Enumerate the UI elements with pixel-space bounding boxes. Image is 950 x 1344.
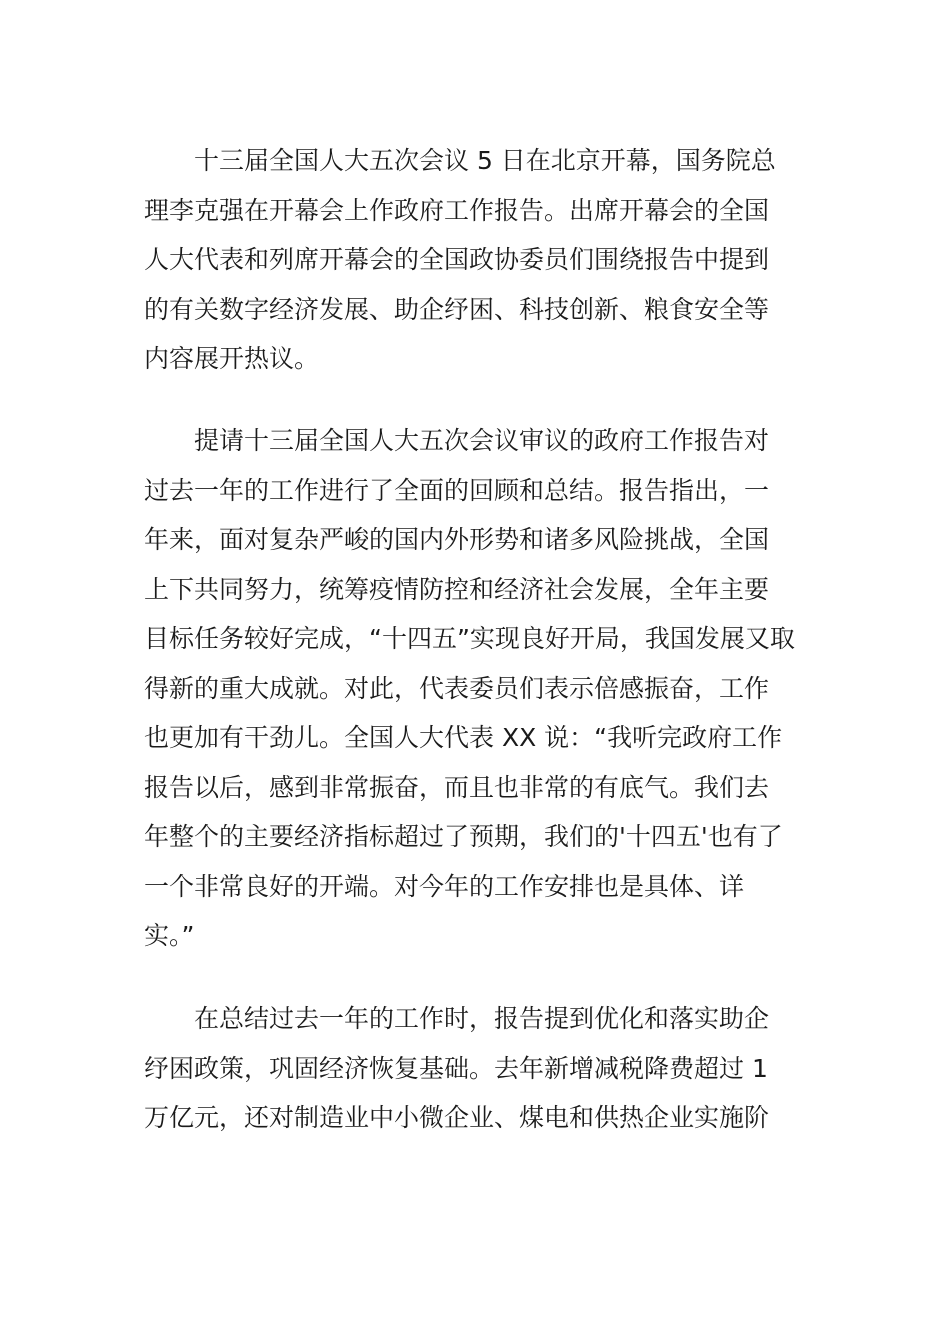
paragraph-line: 也更加有干劲儿。全国人大代表 XX 说：“我听完政府工作 <box>144 723 783 752</box>
paragraph-line: 理李克强在开幕会上作政府工作报告。出席开幕会的全国 <box>144 195 770 225</box>
paragraph-line: 目标任务较好完成，“十四五”实现良好开局，我国发展又取 <box>144 624 795 653</box>
paragraph-3 <box>144 994 824 1143</box>
paragraph-1 <box>144 136 824 384</box>
paragraph-line: 一个非常良好的开端。对今年的工作安排也是具体、详 <box>144 871 745 901</box>
paragraph-line: 内容展开热议。 <box>144 344 320 373</box>
paragraph-line: 纾困政策，巩固经济恢复基础。去年新增减税降费超过 1 <box>144 1053 768 1083</box>
paragraph-line: 提请十三届全国人大五次会议审议的政府工作报告对 <box>194 426 770 455</box>
paragraph-line: 在总结过去一年的工作时，报告提到优化和落实助企 <box>194 1004 770 1033</box>
paragraph-line: 实。” <box>144 921 195 950</box>
paragraph-line: 的有关数字经济发展、助企纾困、科技创新、粮食安全等 <box>144 294 770 324</box>
paragraph-line: 十三届全国人大五次会议 5 日在北京开幕，国务院总 <box>194 146 776 175</box>
paragraph-line: 过去一年的工作进行了全面的回顾和总结。报告指出，一 <box>144 475 770 505</box>
paragraph-2 <box>144 416 824 961</box>
paragraph-line: 上下共同努力，统筹疫情防控和经济社会发展，全年主要 <box>144 574 770 604</box>
paragraph-line: 人大代表和列席开幕会的全国政协委员们围绕报告中提到 <box>144 245 770 274</box>
paragraph-line: 年整个的主要经济指标超过了预期，我们的'十四五'也有了 <box>144 822 783 851</box>
paragraph-line: 得新的重大成就。对此，代表委员们表示倍感振奋，工作 <box>144 673 770 703</box>
paragraph-line: 报告以后，感到非常振奋，而且也非常的有底气。我们去 <box>144 772 770 802</box>
paragraph-line: 万亿元，还对制造业中小微企业、煤电和供热企业实施阶 <box>144 1103 770 1132</box>
paragraph-line: 年来，面对复杂严峻的国内外形势和诸多风险挑战，全国 <box>144 525 770 554</box>
